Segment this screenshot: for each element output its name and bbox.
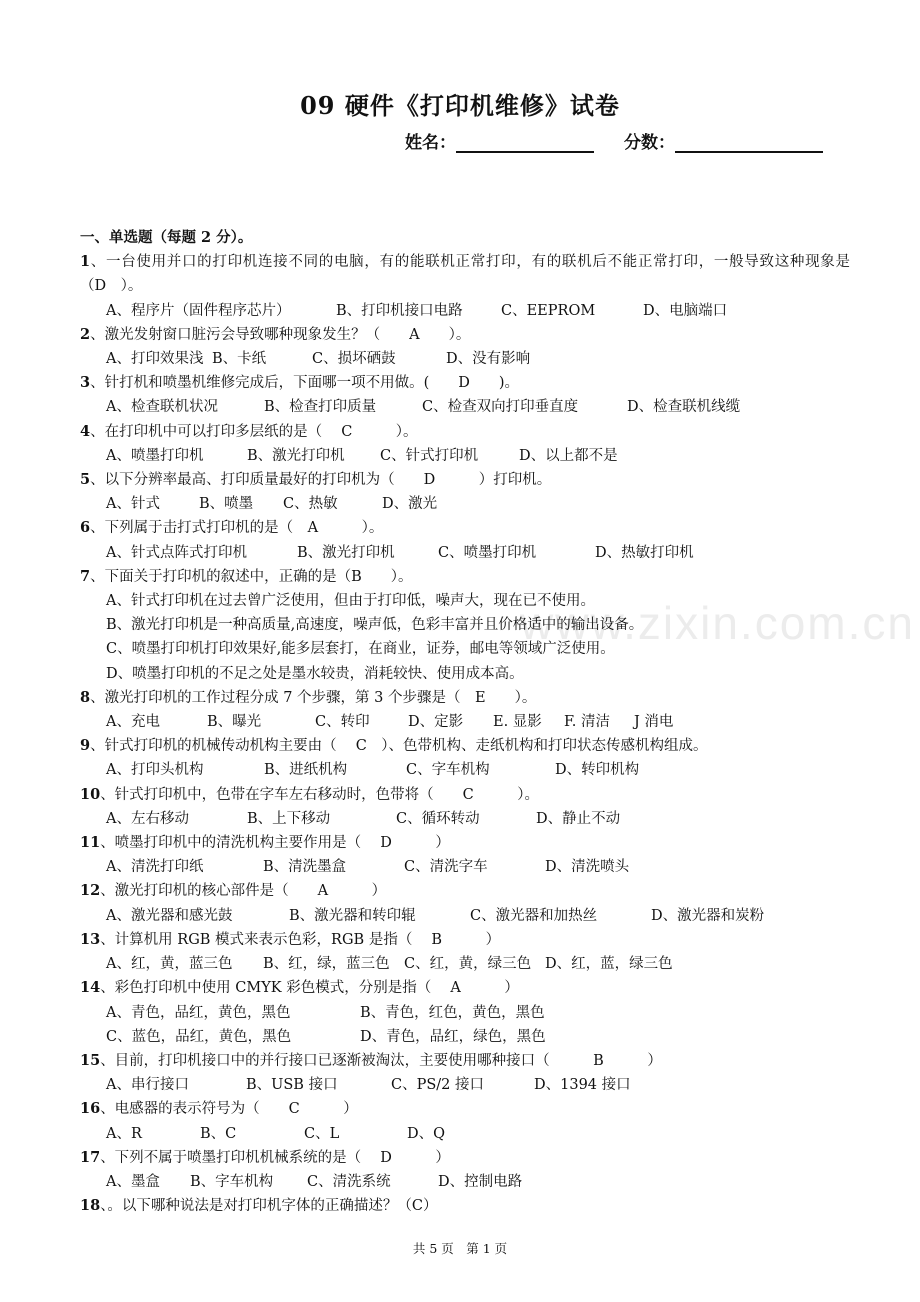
question-7: [80, 565, 850, 589]
answer-option: B、喷墨: [199, 496, 254, 513]
question-number: 14: [80, 979, 101, 997]
answer-option: D、Q: [407, 1125, 446, 1142]
question-text: 、激光发射窗口脏污会导致哪种现象发生？（ A ）。: [90, 326, 471, 343]
question-10: [80, 783, 850, 807]
answer-option: D、红，蓝，绿三色: [545, 956, 673, 973]
option-row: [80, 758, 850, 782]
question-number: 8: [80, 688, 91, 706]
answer-option: C、PS/2 接口: [391, 1077, 485, 1094]
option-row: [80, 347, 850, 371]
answer-option: B、进纸机构: [264, 762, 348, 779]
score-label: 分数：: [624, 133, 675, 153]
question-text: 、下面关于打印机的叙述中，正确的是（B ）。: [90, 568, 413, 585]
header-fields: [405, 128, 823, 153]
answer-option: B、曝光: [207, 714, 262, 731]
option-row: [80, 589, 850, 613]
question-text: 、电感器的表示符号为（ C ）: [100, 1101, 358, 1118]
question-6: [80, 516, 850, 540]
answer-option: D、1394 接口: [534, 1077, 631, 1094]
answer-option: A、检查联机状况: [106, 399, 218, 416]
answer-option: C、喷墨打印机: [438, 544, 537, 561]
question-number: 1: [80, 253, 91, 271]
answer-option: B、卡纸: [212, 351, 267, 368]
answer-option: A、墨盒: [106, 1173, 160, 1190]
answer-option: C、字车机构: [406, 762, 490, 779]
question-number: 6: [80, 519, 91, 537]
question-18: [80, 1194, 850, 1218]
option-row: [80, 444, 850, 468]
answer-option: D、电脑端口: [643, 302, 728, 319]
question-text: 、针打机和喷墨机维修完成后，下面哪一项不用做。( D )。: [90, 375, 520, 392]
answer-option: D、激光器和炭粉: [651, 907, 765, 924]
answer-option: D、青色，品红，绿色，黑色: [360, 1028, 546, 1045]
answer-option: C、清洗字车: [404, 859, 488, 876]
answer-option: D、以上都不是: [519, 447, 618, 464]
answer-option: B、清洗墨盒: [263, 859, 347, 876]
answer-option: A、R: [106, 1125, 142, 1142]
question-number: 10: [80, 785, 101, 803]
question-number: 3: [80, 374, 91, 392]
question-3: [80, 371, 850, 395]
question-number: 5: [80, 471, 91, 489]
answer-option: D、定影: [408, 714, 464, 731]
question-9: [80, 734, 850, 758]
question-5: [80, 468, 850, 492]
page-footer: 共 5 页 第 1 页: [412, 1241, 508, 1256]
question-2: [80, 323, 850, 347]
question-4: [80, 420, 850, 444]
question-number: 15: [80, 1051, 101, 1069]
answer-option: B、激光打印机: [297, 544, 395, 561]
name-field[interactable]: [456, 131, 594, 153]
answer-option: B、激光器和转印辊: [289, 907, 416, 924]
question-text: 、激光打印机的核心部件是（ A ）: [100, 883, 387, 900]
section-heading: 一、单选题（每题 2 分）。: [80, 229, 253, 246]
question-11: [80, 831, 850, 855]
answer-option: C、EEPROM: [501, 302, 596, 319]
answer-option: B、激光打印机是一种高质量,高速度，噪声低，色彩丰富并且价格适中的输出设备。: [106, 617, 644, 634]
watermark: www.zixin.com.cn: [520, 597, 915, 649]
answer-option: D、转印机构: [555, 762, 640, 779]
question-text: 、。以下哪种说法是对打印机字体的正确描述？（C）: [100, 1198, 438, 1215]
score-field[interactable]: [675, 131, 823, 153]
option-row: [80, 395, 850, 419]
question-text: 、下列属于击打式打印机的是（ A ）。: [90, 520, 384, 537]
question-14: [80, 976, 850, 1000]
option-row: [80, 855, 850, 879]
answer-option: C、转印: [315, 714, 370, 731]
question-text: 、目前，打印机接口中的并行接口已逐渐被淘汰，主要使用哪种接口（ B ）: [100, 1052, 662, 1069]
option-row: [80, 710, 850, 734]
option-row: [80, 1025, 850, 1049]
answer-option: A、针式打印机在过去曾广泛使用，但由于打印低，噪声大，现在已不使用。: [106, 593, 595, 610]
answer-option: C、损坏硒鼓: [312, 351, 396, 368]
option-row: [80, 299, 850, 323]
answer-option: B、激光打印机: [247, 447, 345, 464]
exam-content: [80, 226, 850, 1218]
question-8: [80, 686, 850, 710]
answer-option: D、静止不动: [536, 810, 621, 827]
option-row: [80, 1001, 850, 1025]
answer-option: D、控制电路: [438, 1173, 523, 1190]
answer-option: A、针式: [106, 496, 160, 513]
question-text: 、一台使用并口的打印机连接不同的电脑，有的能联机正常打印，有的联机后不能正常打印，一般导致这种现象是（D ）。: [80, 254, 850, 295]
answer-option: D、清洗喷头: [545, 859, 630, 876]
answer-option: C、蓝色，品红，黄色，黑色: [106, 1028, 292, 1045]
answer-option: C、喷墨打印机打印效果好,能多层套打，在商业，证券，邮电等领域广泛使用。: [106, 641, 615, 658]
question-number: 13: [80, 930, 101, 948]
page-title: 09 硬件《打印机维修》试卷: [300, 91, 620, 120]
answer-option: A、针式点阵式打印机: [106, 544, 247, 561]
answer-option: A、青色，品红，黄色，黑色: [106, 1004, 291, 1021]
question-text: 、针式打印机的机械传动机构主要由（ C ）、色带机构、走纸机构和打印状态传感机构组成。: [90, 738, 708, 755]
name-label: 姓名：: [405, 133, 456, 153]
question-text: 、针式打印机中，色带在字车左右移动时，色带将（ C ）。: [100, 786, 540, 803]
answer-option: E. 显影: [493, 714, 542, 731]
question-12: [80, 879, 850, 903]
question-text: 、以下分辨率最高、打印质量最好的打印机为（ D ）打印机。: [90, 472, 552, 489]
answer-option: B、字车机构: [190, 1173, 274, 1190]
question-13: [80, 928, 850, 952]
option-row: [80, 613, 850, 637]
option-row: [80, 807, 850, 831]
answer-option: A、打印头机构: [106, 762, 204, 779]
question-text: 、彩色打印机中使用 CMYK 彩色模式，分别是指（ A ）: [100, 980, 519, 997]
answer-option: C、L: [304, 1125, 340, 1142]
answer-option: B、C: [200, 1125, 237, 1142]
answer-option: D、热敏打印机: [595, 544, 694, 561]
option-row: [80, 662, 850, 686]
answer-option: D、没有影响: [446, 351, 531, 368]
answer-option: A、打印效果浅: [106, 351, 204, 368]
option-row: [80, 541, 850, 565]
answer-option: A、程序片（固件程序芯片）: [106, 302, 291, 319]
question-text: 、计算机用 RGB 模式来表示色彩，RGB 是指（ B ）: [100, 931, 501, 948]
answer-option: C、针式打印机: [380, 447, 479, 464]
option-row: [80, 637, 850, 661]
answer-option: B、红，绿，蓝三色: [263, 956, 390, 973]
answer-option: B、USB 接口: [246, 1077, 338, 1094]
answer-option: C、激光器和加热丝: [470, 907, 598, 924]
answer-option: B、青色，红色，黄色，黑色: [360, 1004, 545, 1021]
answer-option: A、串行接口: [106, 1077, 189, 1094]
answer-option: B、打印机接口电路: [336, 302, 463, 319]
answer-option: A、喷墨打印机: [106, 447, 204, 464]
question-number: 2: [80, 325, 91, 343]
question-number: 17: [80, 1148, 101, 1166]
question-number: 16: [80, 1100, 101, 1118]
answer-option: D、激光: [382, 496, 438, 513]
answer-option: D、喷墨打印机的不足之处是墨水较贵，消耗较快、使用成本高。: [106, 665, 524, 682]
question-text: 、激光打印机的工作过程分成 7 个步骤，第 3 个步骤是（ E ）。: [90, 689, 537, 706]
question-number: 18: [80, 1197, 101, 1215]
answer-option: C、红，黄，绿三色: [404, 956, 532, 973]
answer-option: A、清洗打印纸: [106, 859, 204, 876]
answer-option: C、检查双向打印垂直度: [422, 399, 579, 416]
question-17: [80, 1146, 850, 1170]
answer-option: A、充电: [106, 714, 160, 731]
question-number: 9: [80, 737, 91, 755]
option-row: [80, 952, 850, 976]
question-text: 、喷墨打印机中的清洗机构主要作用是（ D ）: [100, 835, 450, 852]
answer-option: A、激光器和感光鼓: [106, 907, 233, 924]
answer-option: B、检查打印质量: [264, 399, 377, 416]
answer-option: A、红，黄，蓝三色: [106, 956, 233, 973]
answer-option: A、左右移动: [106, 810, 189, 827]
answer-option: C、热敏: [283, 496, 338, 513]
question-number: 4: [80, 422, 91, 440]
answer-option: F. 清洁: [564, 714, 611, 731]
option-row: [80, 492, 850, 516]
question-number: 11: [80, 834, 101, 852]
question-16: [80, 1097, 850, 1121]
question-number: 7: [80, 567, 91, 585]
option-row: [80, 1122, 850, 1146]
answer-option: C、清洗系统: [307, 1173, 391, 1190]
question-15: [80, 1049, 850, 1073]
question-text: 、下列不属于喷墨打印机机械系统的是（ D ）: [100, 1149, 450, 1166]
answer-option: D、检查联机线缆: [627, 399, 741, 416]
option-row: [80, 1073, 850, 1097]
question-text: 、在打印机中可以打印多层纸的是（ C ）。: [90, 423, 418, 440]
question-number: 12: [80, 882, 101, 900]
answer-option: B、上下移动: [247, 810, 331, 827]
answer-option: C、循环转动: [396, 810, 480, 827]
question-1: [80, 250, 850, 298]
answer-option: J 消电: [634, 714, 674, 731]
option-row: [80, 1170, 850, 1194]
option-row: [80, 904, 850, 928]
